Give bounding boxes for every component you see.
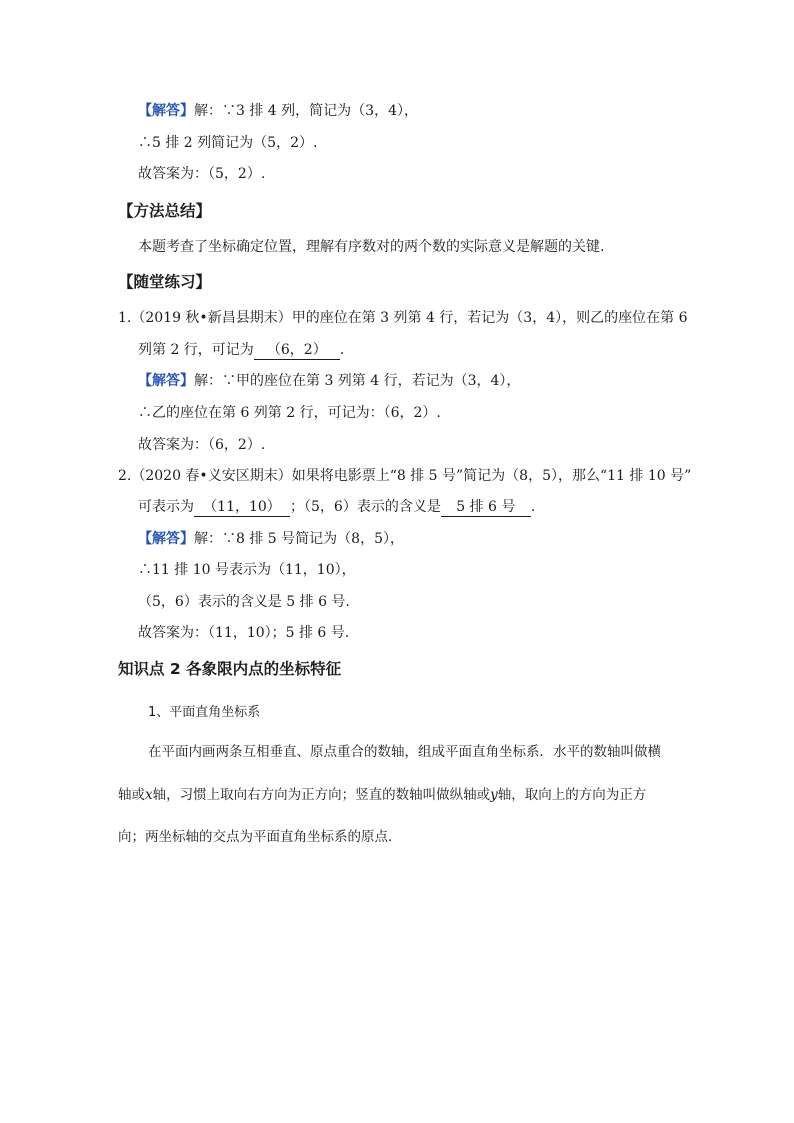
paragraph-line: 向；两坐标轴的交点为平面直角坐标系的原点． [118, 829, 402, 845]
knowledge-point-heading: 知识点 2 各象限内点的坐标特征 [118, 660, 342, 678]
practice-heading: 【随堂练习】 [118, 272, 212, 291]
question-1-blank [254, 342, 340, 360]
paragraph-text: 轴，取向上的方向为正方 [497, 787, 647, 803]
answer-line [138, 371, 520, 391]
method-summary-heading: 【方法总结】 [118, 201, 212, 220]
question-2-blank-2-answer: 5 排 6 号 [456, 499, 516, 515]
question-2-text: 可表示为 [138, 499, 194, 515]
answer-line [138, 101, 418, 121]
question-2-text-mid: ；（5，6）表示的含义是 [290, 499, 441, 515]
question-2-blank-1 [194, 499, 290, 517]
answer-conclusion: 故答案为：（6，2）. [138, 437, 266, 453]
answer-line: （5，6）表示的含义是 5 排 6 号. [138, 594, 350, 610]
question-2-blank-1-answer: （11，10） [203, 499, 281, 515]
question-2-line1: 2.（2020 春•义安区期末）如果将电影票上“8 排 5 号”简记为（8，5），那么“11 排 10 号” [118, 468, 692, 484]
question-2-period: . [530, 499, 536, 515]
paragraph-text: 轴，习惯上取向右方向为正方向；竖直的数轴叫做纵轴或 [152, 787, 491, 803]
question-2-blank-2 [441, 499, 531, 517]
answer-line: ∴11 排 10 号表示为（11，10）， [138, 562, 356, 578]
answer-tag: 【解答】 [138, 531, 194, 547]
answer-tag: 【解答】 [138, 103, 194, 119]
answer-line [138, 529, 404, 549]
answer-conclusion: 故答案为：（5，2）. [138, 166, 266, 182]
answer-line: ∴乙的座位在第 6 列第 2 行，可记为：（6，2）. [138, 405, 441, 421]
question-1-text: 列第 2 行，可记为 [138, 342, 254, 358]
question-2-line2 [138, 497, 535, 517]
answer-text: 解：∵8 排 5 号简记为（8，5）， [194, 531, 404, 547]
method-summary-text: 本题考查了坐标确定位置，理解有序数对的两个数的实际意义是解题的关键. [138, 239, 605, 255]
x-axis-symbol: x [145, 787, 153, 803]
answer-line: ∴5 排 2 列简记为（5，2）. [138, 135, 318, 151]
knowledge-point-subheading: 1、平面直角坐标系 [148, 705, 261, 720]
paragraph-line [118, 785, 646, 805]
question-1-line2 [138, 340, 344, 360]
answer-conclusion: 故答案为：（11，10）；5 排 6 号. [138, 625, 350, 641]
answer-tag: 【解答】 [138, 373, 194, 389]
paragraph-line: 在平面内画两条互相垂直、原点重合的数轴，组成平面直角坐标系．水平的数轴叫做横 [148, 744, 661, 760]
paragraph-text: 轴或 [118, 787, 145, 803]
question-1-line1: 1.（2019 秋•新昌县期末）甲的座位在第 3 列第 4 行，若记为（3，4），则乙的座位在第 6 [118, 310, 688, 326]
answer-text: 解：∵甲的座位在第 3 列第 4 行，若记为（3，4）， [194, 373, 521, 389]
answer-text: 解：∵3 排 4 列，简记为（3，4）， [194, 103, 418, 119]
question-1-blank-answer: （6，2） [266, 342, 327, 358]
y-axis-symbol: y [490, 787, 498, 803]
question-1-period: . [339, 342, 345, 358]
